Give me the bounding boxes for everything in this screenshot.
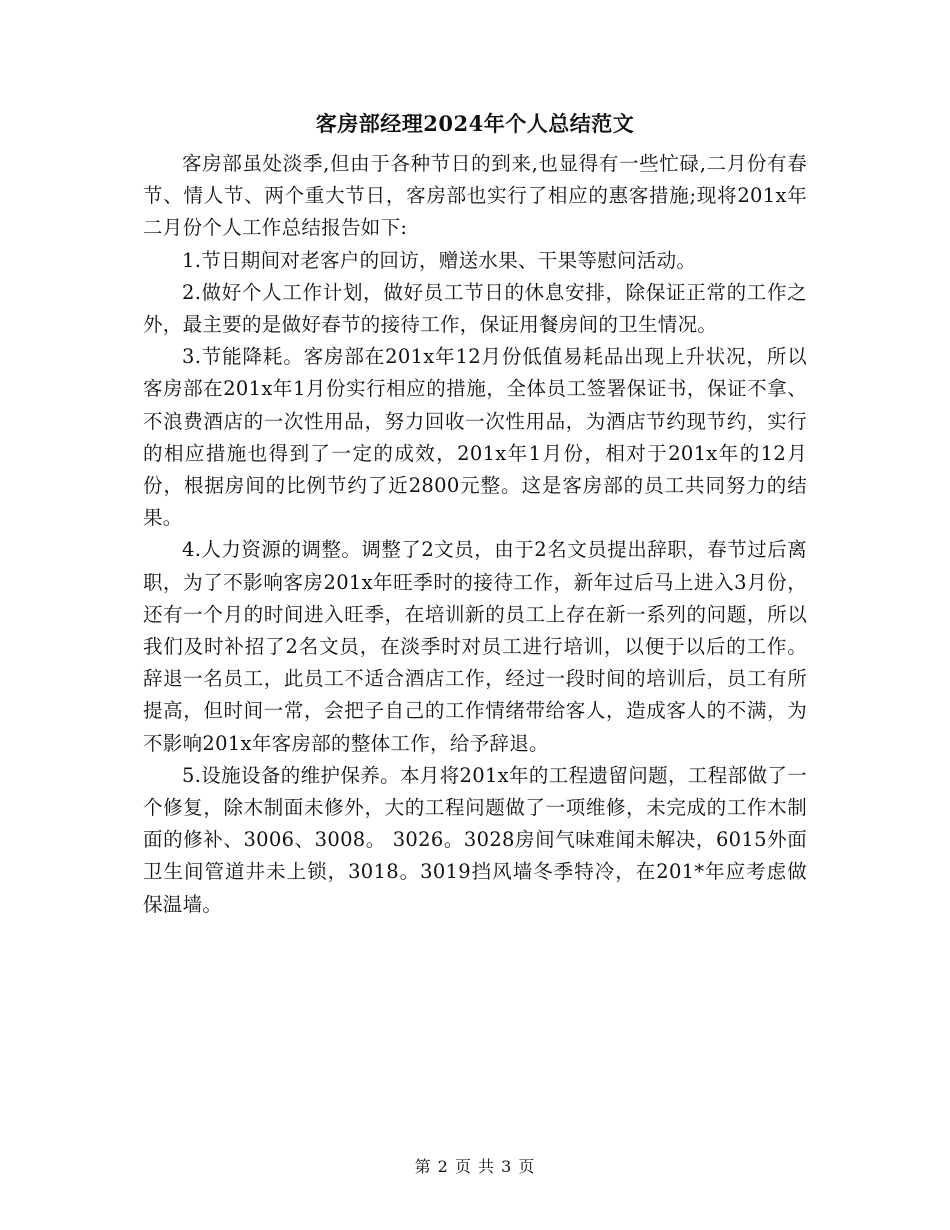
- paragraph-item-3: 3.节能降耗。客房部在201x年12月份低值易耗品出现上升状况，所以客房部在201x年1月份实行相应的措施，全体员工签署保证书，保证不拿、不浪费酒店的一次性用品，努力回收一次性用品，为酒店节约现节约，实行的相应措施也得到了一定的成效，201x年1月份，相对于201x年的12月份，根据房间的比例节约了近2800元整。这是客房部的员工共同努力的结果。: [143, 345, 807, 530]
- document-body: [143, 148, 807, 921]
- page-number-footer: 第 2 页 共 3 页: [414, 1157, 536, 1176]
- paragraph-item-2: 2.做好个人工作计划，做好员工节日的休息安排，除保证正常的工作之外，最主要的是做好春节的接待工作，保证用餐房间的卫生情况。: [143, 280, 807, 337]
- paragraph-item-1: 1.节日期间对老客户的回访，赠送水果、干果等慰问活动。: [182, 248, 697, 272]
- paragraph-item-4: 4.人力资源的调整。调整了2文员，由于2名文员提出辞职，春节过后离职，为了不影响客房201x年旺季时的接待工作，新年过后马上进入3月份，还有一个月的时间进入旺季，在培训新的员工上存在新一系列的问题，所以我们及时补招了2名文员，在淡季时对员工进行培训，以便于以后的工作。辞退一名员工，此员工不适合酒店工作，经过一段时间的培训后，员工有所提高，但时间一常，会把子自己的工作情绪带给客人，造成客人的不满，为不影响201x年客房部的整体工作，给予辞退。: [143, 538, 807, 755]
- document-title: 客房部经理2024年个人总结范文: [315, 111, 635, 136]
- paragraph-item-5: 5.设施设备的维护保养。本月将201x年的工程遗留问题，工程部做了一个修复，除木制面未修外，大的工程问题做了一项维修，未完成的工作木制面的修补、3006、3008。 3026。3028房间气味难闻未解决，6015外面卫生间管道井未上锁，3018。3019挡风墙冬季特冷，在201*年应考虑做保温墙。: [143, 763, 807, 916]
- paragraph-intro: 客房部虽处淡季,但由于各种节日的到来,也显得有一些忙碌,二月份有春节、情人节、两个重大节日，客房部也实行了相应的惠客措施;现将201x年二月份个人工作总结报告如下:: [143, 152, 807, 240]
